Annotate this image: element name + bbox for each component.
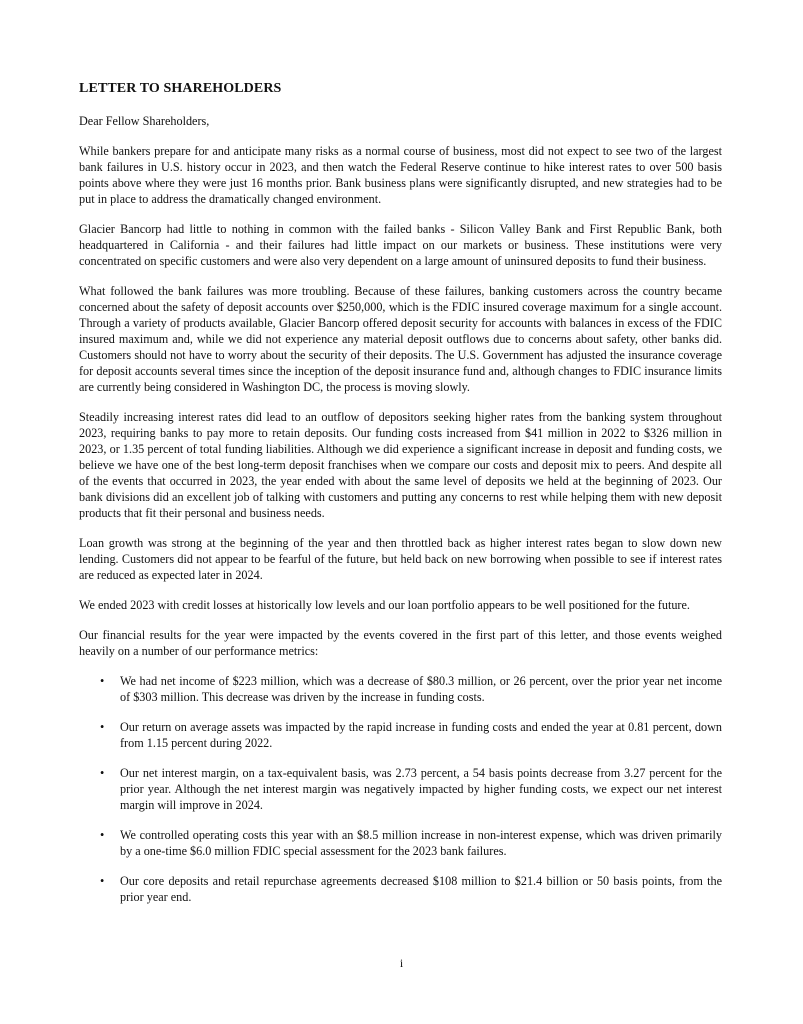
bullet-icon: • — [100, 828, 105, 842]
performance-metrics-list — [79, 673, 722, 905]
list-item — [79, 719, 722, 751]
paragraph-interest-rates: Steadily increasing interest rates did lead to an outflow of depositors seeking higher rates from the banking system throughout 2023, requiring banks to pay more to retain deposits. Our funding costs increased from $41 million in 2022 to $326 million in 2023, or 1.35 percent of total funding liabilities. Although we did experience a significant increase in deposit and funding costs, we believe we have one of the best long-term deposit franchises when we compare our costs and deposit mix to peers. And despite all of the events that occurred in 2023, the year ended with about the same level of deposits we held at the beginning of 2023. Our bank divisions did an excellent job of talking with customers and putting any concerns to rest while helping them with new deposit products that fit their personal and business needs. — [79, 410, 722, 520]
list-item — [79, 673, 722, 705]
bullet-icon: • — [100, 720, 105, 734]
list-item-text: Our net interest margin, on a tax-equivalent basis, was 2.73 percent, a 54 basis points decrease from 3.27 percent for the prior year. Although the net interest margin was negatively impacted by higher funding costs, we expect our net interest margin will improve in 2024. — [120, 766, 722, 812]
paragraph-bank-failures: While bankers prepare for and anticipate many risks as a normal course of business, most did not expect to see two of the largest bank failures in U.S. history occur in 2023, and then watch the Federal Reserve continue to hike interest rates to over 500 basis points above where they were just 16 months prior. Bank business plans were significantly disrupted, and new strategies had to be put in place to address the dramatically changed environment. — [79, 144, 722, 206]
salutation: Dear Fellow Shareholders, — [79, 114, 210, 128]
list-item-text: Our core deposits and retail repurchase agreements decreased $108 million to $21.4 billion or 50 basis points, from the prior year end. — [120, 874, 722, 904]
paragraph-financial-results: Our financial results for the year were impacted by the events covered in the first part of this letter, and those events weighed heavily on a number of our performance metrics: — [79, 628, 722, 658]
list-item — [79, 827, 722, 859]
paragraph-deposit-safety: What followed the bank failures was more troubling. Because of these failures, banking customers across the country became concerned about the safety of deposit accounts over $250,000, which is the FDIC insured coverage maximum for a single account. Through a variety of products available, Glacier Bancorp offered deposit security for accounts with balances in excess of the FDIC insured maximum and, while we did not experience any material deposit outflows due to concerns about safety, other banks did. Customers should not have to worry about the security of their deposits. The U.S. Government has adjusted the insurance coverage for deposit accounts several times since the inception of the deposit insurance fund and, although changes to FDIC insurance limits are currently being considered in Washington DC, the process is moving slowly. — [79, 284, 722, 394]
letter-page — [79, 80, 722, 919]
paragraph-glacier-bancorp: Glacier Bancorp had little to nothing in common with the failed banks - Silicon Valley Bank and First Republic Bank, both headquartered in California - and their failures had little impact on our markets or business. These institutions were very concentrated on specific customers and were also very dependent on a large amount of uninsured deposits to fund their business. — [79, 222, 722, 268]
bullet-icon: • — [100, 874, 105, 888]
list-item-text: We had net income of $223 million, which was a decrease of $80.3 million, or 26 percent, over the prior year net income of $303 million. This decrease was driven by the increase in funding costs. — [120, 674, 722, 704]
paragraph-loan-growth: Loan growth was strong at the beginning of the year and then throttled back as higher interest rates began to slow down new lending. Customers did not appear to be fearful of the future, but held back on new borrowing when possible to see if interest rates are reduced as expected later in 2024. — [79, 536, 722, 582]
page-number: i — [399, 956, 404, 970]
list-item-text: Our return on average assets was impacted by the rapid increase in funding costs and ended the year at 0.81 percent, down from 1.15 percent during 2022. — [120, 720, 722, 750]
paragraph-credit-losses: We ended 2023 with credit losses at historically low levels and our loan portfolio appears to be well positioned for the future. — [79, 598, 690, 612]
list-item-text: We controlled operating costs this year with an $8.5 million increase in non-interest expense, which was driven primarily by a one-time $6.0 million FDIC special assessment for the 2023 bank failures. — [120, 828, 722, 858]
list-item — [79, 873, 722, 905]
letter-title: LETTER TO SHAREHOLDERS — [79, 81, 282, 96]
list-item — [79, 765, 722, 813]
bullet-icon: • — [100, 674, 105, 688]
bullet-icon: • — [100, 766, 105, 780]
